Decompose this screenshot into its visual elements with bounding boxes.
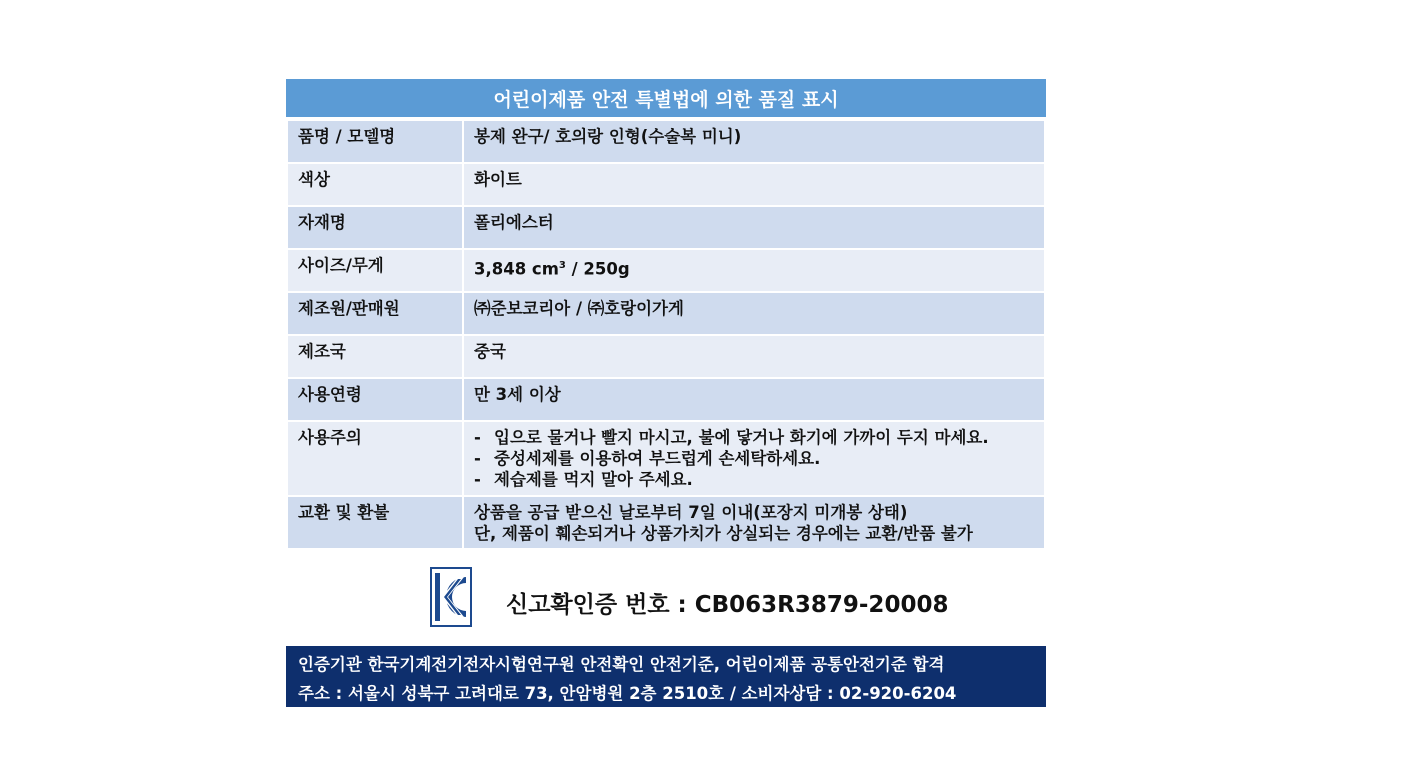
caution-text: 입으로 물거나 빨지 마시고, 불에 닿거나 화기에 가까이 두지 마세요. — [494, 428, 989, 447]
row-label-caution: 사용주의 — [287, 421, 463, 496]
row-value-maker: ㈜준보코리아 / ㈜호랑이가게 — [463, 292, 1045, 335]
table-row — [287, 378, 1045, 421]
size-value-main: 3,848 cm — [474, 259, 559, 279]
caution-bullet: - — [474, 449, 481, 468]
refund-line: 상품을 공급 받으신 날로부터 7일 이내(포장지 미개봉 상태) — [474, 503, 908, 522]
table-row — [287, 292, 1045, 335]
info-table — [286, 119, 1046, 550]
kc-mark-icon — [430, 567, 472, 627]
row-label-age: 사용연령 — [287, 378, 463, 421]
footer-address: 주소 : 서울시 성북구 고려대로 73, 안암병원 2층 2510호 / 소비자상담 : 02-920-6204 — [298, 684, 957, 703]
caution-bullet: - — [474, 470, 481, 489]
caution-bullet: - — [474, 428, 481, 447]
caution-text: 제습제를 먹지 말아 주세요. — [494, 470, 693, 489]
certification-block — [430, 566, 1050, 628]
size-value-superscript: 3 — [558, 260, 566, 271]
table-row — [287, 163, 1045, 206]
row-value-color: 화이트 — [463, 163, 1045, 206]
row-value-material: 폴리에스터 — [463, 206, 1045, 249]
footer-info — [286, 646, 1046, 707]
row-label-maker: 제조원/판매원 — [287, 292, 463, 335]
row-label-size: 사이즈/무게 — [287, 249, 463, 292]
quality-label-sheet — [286, 79, 1046, 550]
certification-number: 신고확인증 번호 : CB063R3879-20008 — [506, 591, 949, 618]
row-label-origin: 제조국 — [287, 335, 463, 378]
row-label-refund: 교환 및 환불 — [287, 496, 463, 549]
row-label-color: 색상 — [287, 163, 463, 206]
table-row — [287, 249, 1045, 292]
table-row — [287, 421, 1045, 496]
refund-line: 단, 제품이 훼손되거나 상품가치가 상실되는 경우에는 교환/반품 불가 — [474, 524, 973, 543]
label-title: 어린이제품 안전 특별법에 의한 품질 표시 — [286, 79, 1046, 119]
table-row — [287, 206, 1045, 249]
row-value-age: 만 3세 이상 — [463, 378, 1045, 421]
row-label-material: 자재명 — [287, 206, 463, 249]
footer-cert-agency: 인증기관 한국기계전기전자시험연구원 안전확인 안전기준, 어린이제품 공통안전기준 합격 — [298, 655, 945, 674]
table-row — [287, 335, 1045, 378]
row-label-product: 품명 / 모델명 — [287, 120, 463, 163]
weight-value: / 250g — [565, 259, 630, 279]
row-value-origin: 중국 — [463, 335, 1045, 378]
caution-line — [474, 469, 1034, 490]
row-value-caution — [463, 421, 1045, 496]
row-value-size — [463, 249, 1045, 292]
caution-line — [474, 427, 1034, 448]
table-row — [287, 496, 1045, 549]
caution-line — [474, 448, 1034, 469]
caution-text: 중성세제를 이용하여 부드럽게 손세탁하세요. — [494, 449, 821, 468]
table-row — [287, 120, 1045, 163]
row-value-refund — [463, 496, 1045, 549]
row-value-product: 봉제 완구/ 호의랑 인형(수술복 미니) — [463, 120, 1045, 163]
